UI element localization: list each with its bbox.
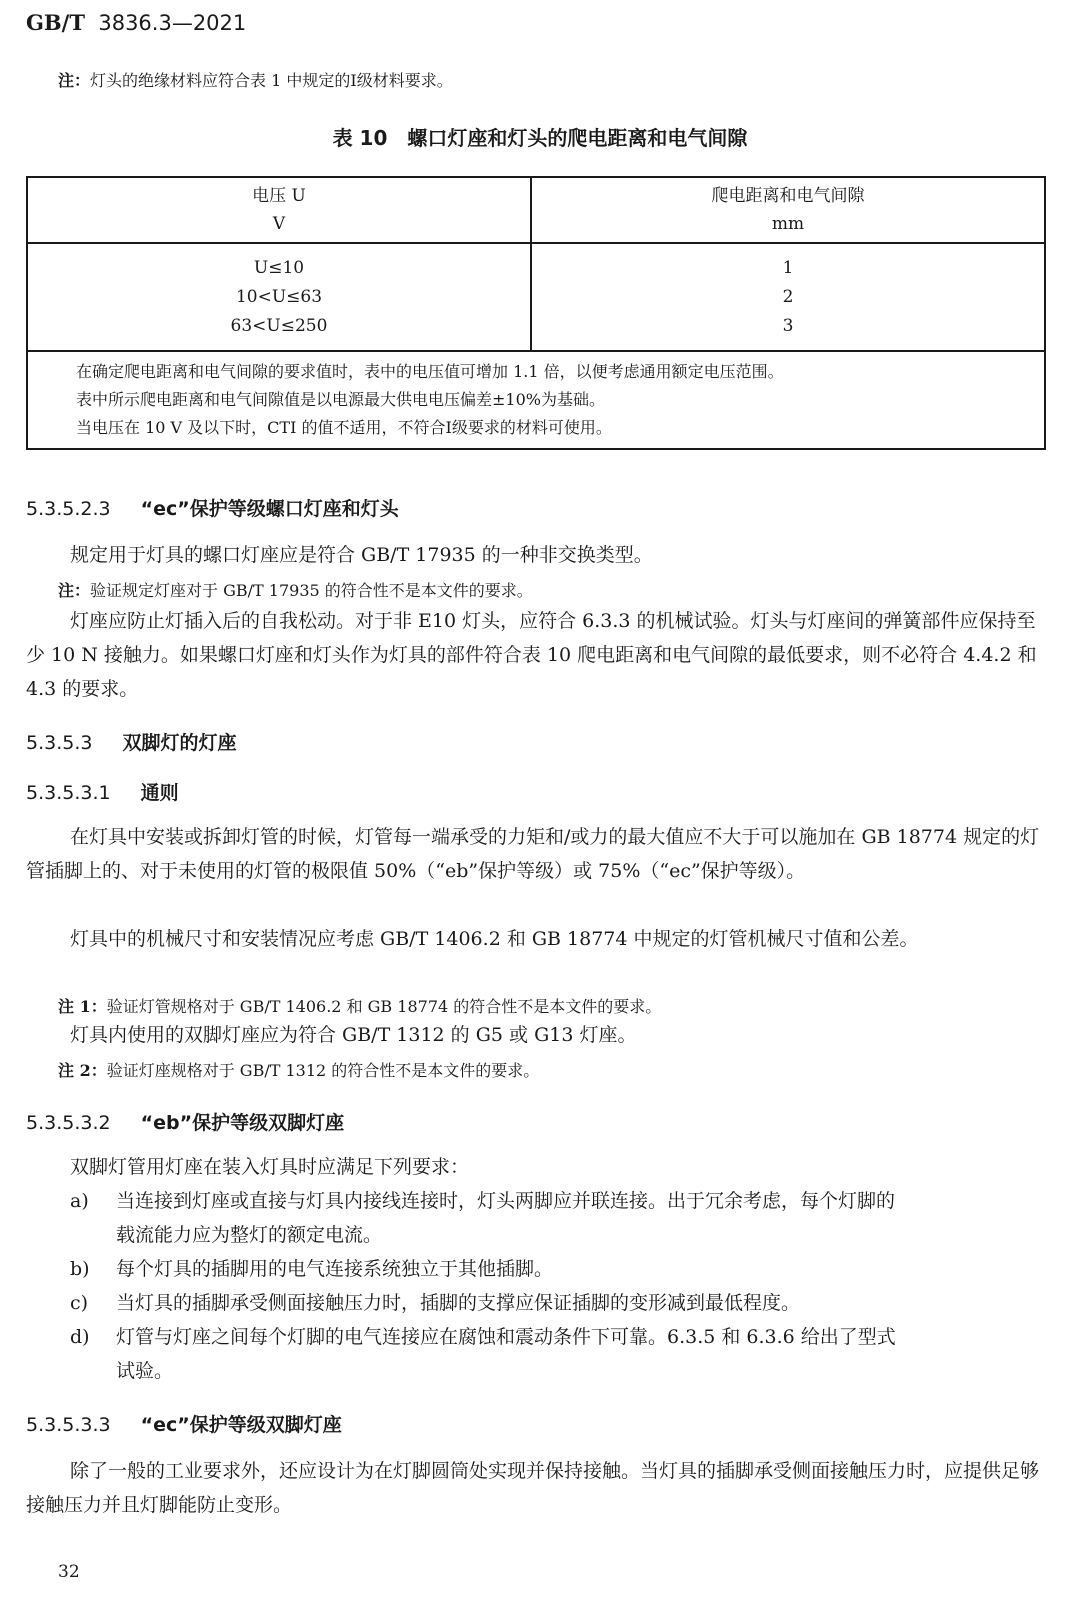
note-1: 注 1：验证灯管规格对于 GB/T 1406.2 和 GB 18774 的符合性不是本文件的要求。 — [58, 997, 662, 1016]
standard-number: 3836.3—2021 — [98, 11, 247, 35]
distance-values: 1 2 3 — [531, 243, 1045, 351]
paragraph: 在灯具中安装或拆卸灯管的时候，灯管每一端承受的力矩和/或力的最大值应不大于可以施加在 GB 18774 规定的灯管插脚上的、对于未使用的灯管的极限值 50%（“eb”保护等级）或 75%（“ec”保护等级）。 — [26, 826, 1040, 882]
standard-code: GB/T — [26, 10, 85, 35]
col-voltage-header: 电压 U V — [27, 177, 531, 243]
table-notes-row — [27, 351, 1045, 449]
note: 注：验证规定灯座对于 GB/T 17935 的符合性不是本文件的要求。 — [58, 581, 533, 600]
list-item: a) 当连接到灯座或直接与灯具内接线连接时，灯头两脚应并联连接。出于冗余考虑，每个灯脚的 载流能力应为整灯的额定电流。 — [70, 1190, 896, 1246]
list-intro: 双脚灯管用灯座在装入灯具时应满足下列要求： — [70, 1156, 470, 1178]
table-10-title: 表 10 螺口灯座和灯头的爬电距离和电气间隙 — [332, 126, 748, 150]
list-item: d) 灯管与灯座之间每个灯脚的电气连接应在腐蚀和震动条件下可靠。6.3.5 和 6.3.6 给出了型式 试验。 — [70, 1326, 896, 1382]
paragraph: 除了一般的工业要求外，还应设计为在灯脚圆筒处实现并保持接触。当灯具的插脚承受侧面接触压力时，应提供足够接触压力并且灯脚能防止变形。 — [26, 1460, 1040, 1516]
paragraph: 灯具中的机械尺寸和安装情况应考虑 GB/T 1406.2 和 GB 18774 中规定的灯管机械尺寸值和公差。 — [70, 928, 919, 950]
paragraph: 规定用于灯具的螺口灯座应是符合 GB/T 17935 的一种非交换类型。 — [70, 544, 653, 566]
standard-header — [26, 10, 246, 35]
heading-5-3-5-3-2: 5.3.5.3.2 “eb”保护等级双脚灯座 — [26, 1112, 345, 1134]
table-header-row — [27, 177, 1045, 243]
heading-5-3-5-2-3: 5.3.5.2.3 “ec”保护等级螺口灯座和灯头 — [26, 498, 399, 520]
col-distance-header: 爬电距离和电气间隙 mm — [531, 177, 1045, 243]
note-2: 注 2：验证灯座规格对于 GB/T 1312 的符合性不是本文件的要求。 — [58, 1061, 540, 1080]
list-item: b) 每个灯具的插脚用的电气连接系统独立于其他插脚。 — [70, 1258, 554, 1280]
table-notes: 在确定爬电距离和电气间隙的要求值时，表中的电压值可增加 1.1 倍，以便考虑通用额定电压范围。 表中所示爬电距离和电气间隙值是以电源最大供电电压偏差±10%为基础。 当电压在 10 V 及以下时，CTI 的值不适用，不符合Ⅰ级要求的材料可使用。 — [27, 351, 1045, 449]
heading-5-3-5-3-1: 5.3.5.3.1 通则 — [26, 782, 179, 804]
heading-5-3-5-3-3: 5.3.5.3.3 “ec”保护等级双脚灯座 — [26, 1414, 342, 1436]
paragraph: 灯座应防止灯插入后的自我松动。对于非 E10 灯头，应符合 6.3.3 的机械试验。灯头与灯座间的弹簧部件应保持至少 10 N 接触力。如果螺口灯座和灯头作为灯具的部件符合表 10 爬电距离和电气间隙的最低要求，则不必符合 4.4.2 和 4.3 的要求。 — [26, 610, 1037, 700]
note-top: 注：灯头的绝缘材料应符合表 1 中规定的Ⅰ级材料要求。 — [58, 71, 453, 90]
heading-5-3-5-3: 5.3.5.3 双脚灯的灯座 — [26, 732, 237, 754]
list-item: c) 当灯具的插脚承受侧面接触压力时，插脚的支撑应保证插脚的变形减到最低程度。 — [70, 1292, 801, 1314]
table-10 — [26, 176, 1046, 450]
page-number: 32 — [58, 1562, 80, 1582]
paragraph: 灯具内使用的双脚灯座应为符合 GB/T 1312 的 G5 或 G13 灯座。 — [70, 1024, 637, 1046]
requirements-list — [70, 1184, 1050, 1388]
table-data-row — [27, 243, 1045, 351]
voltage-values: U≤10 10<U≤63 63<U≤250 — [27, 243, 531, 351]
